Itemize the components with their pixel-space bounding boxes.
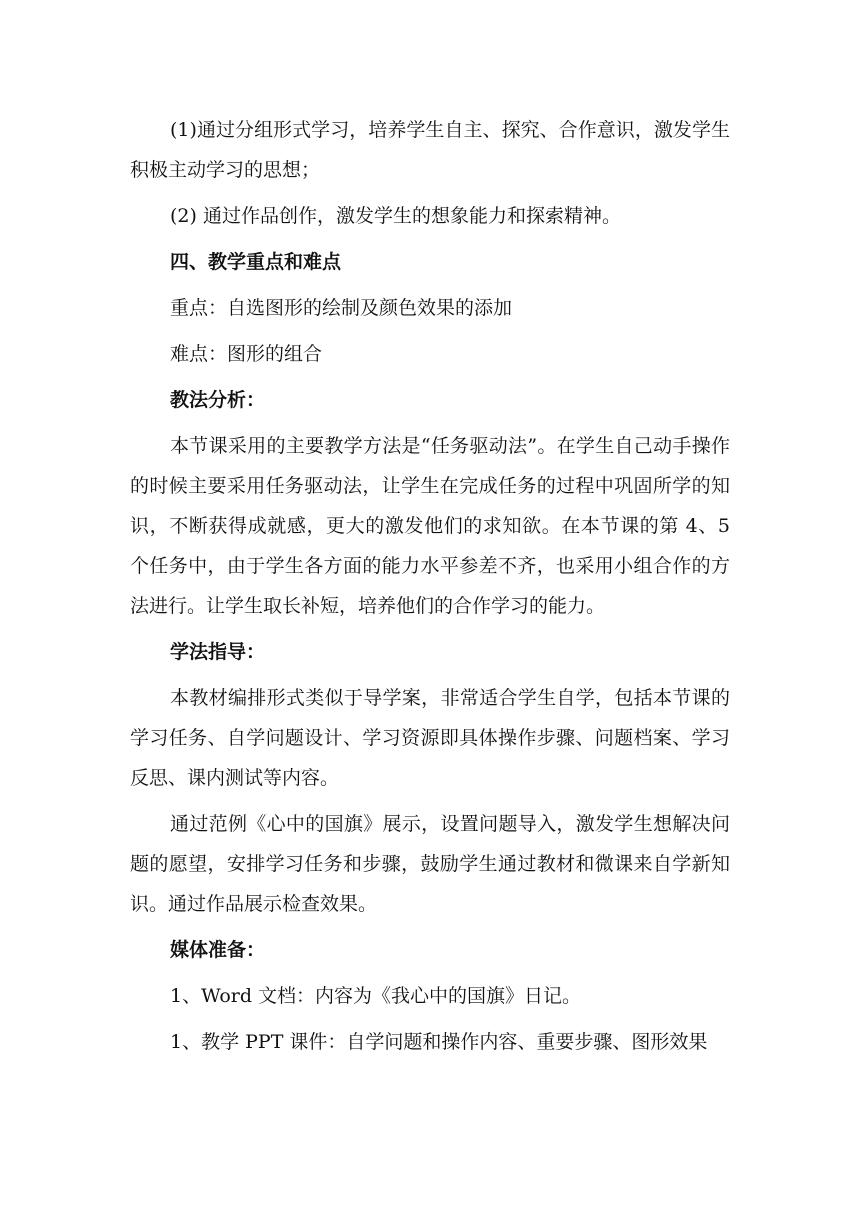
paragraph-media-ppt: 1、教学 PPT 课件：自学问题和操作内容、重要步骤、图形效果 [170,1031,708,1053]
document-body [130,110,730,1062]
paragraph-objective-1: (1)通过分组形式学习，培养学生自主、探究、合作意识，激发学生积极主动学习的思想； [130,119,730,181]
section-heading-teaching-method: 教法分析： [170,389,266,411]
paragraph-difficulty: 难点：图形的组合 [170,343,323,365]
paragraph-key-point: 重点：自选图形的绘制及颜色效果的添加 [170,297,513,319]
paragraph-objective-2: (2) 通过作品创作，激发学生的想象能力和探索精神。 [170,205,621,227]
paragraph-teaching-method: 本节课采用的主要教学方法是“任务驱动法”。在学生自己动手操作的时候主要采用任务驱动法，让学生在完成任务的过程中巩固所学的知识，不断获得成就感，更大的激发他们的求知欲。在本节课的第 4、5 个任务中，由于学生各方面的能力水平参差不齐，也采用小组合作的方法进行。让学生取长补短，培养他们的合作学习的能力。 [130,435,730,617]
section-heading-key-points: 四、教学重点和难点 [170,251,342,273]
section-heading-media: 媒体准备： [170,939,266,961]
section-heading-learning-guidance: 学法指导： [170,641,266,663]
paragraph-learning-guidance-1: 本教材编排形式类似于导学案，非常适合学生自学，包括本节课的学习任务、自学问题设计、学习资源即具体操作步骤、问题档案、学习反思、课内测试等内容。 [130,687,730,789]
paragraph-media-word: 1、Word 文档：内容为《我心中的国旗》日记。 [170,985,582,1007]
paragraph-learning-guidance-2: 通过范例《心中的国旗》展示，设置问题导入，激发学生想解决问题的愿望，安排学习任务和步骤，鼓励学生通过教材和微课来自学新知识。通过作品展示检查效果。 [130,813,730,915]
